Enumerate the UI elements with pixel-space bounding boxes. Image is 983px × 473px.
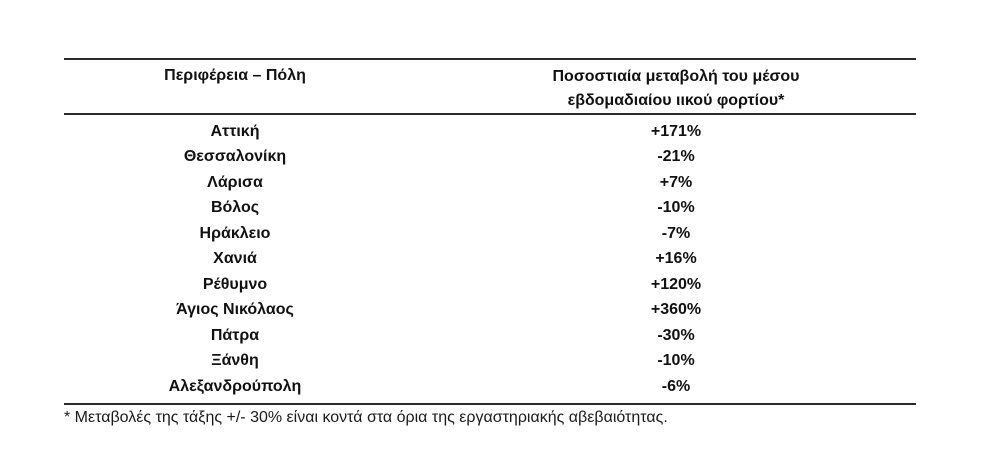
- table-row: [64, 247, 916, 273]
- region-cell: Θεσσαλονίκη: [183, 148, 287, 166]
- change-cell: -30%: [657, 326, 695, 344]
- region-cell: Άγιος Νικόλαος: [176, 301, 294, 319]
- change-cell: +120%: [650, 275, 702, 293]
- region-cell: Πάτρα: [210, 326, 260, 344]
- change-cell: -6%: [661, 377, 691, 395]
- data-table: [64, 58, 916, 405]
- region-cell: Ρέθυμνο: [202, 275, 268, 293]
- region-cell: Λάρισα: [207, 173, 263, 191]
- table-row: [64, 145, 916, 171]
- table-row: [64, 272, 916, 298]
- region-cell: Βόλος: [210, 199, 260, 217]
- table-row: [64, 221, 916, 247]
- change-cell: -10%: [657, 352, 695, 370]
- footnote: * Μεταβολές της τάξης +/- 30% είναι κοντά στα όρια της εργαστηριακής αβεβαιότητας.: [64, 409, 668, 426]
- table-row: [64, 196, 916, 222]
- change-cell: +16%: [655, 250, 697, 268]
- table-row: [64, 298, 916, 324]
- change-cell: +171%: [650, 122, 702, 140]
- table-body: [64, 115, 916, 403]
- header-region: Περιφέρεια – Πόλη: [164, 67, 306, 84]
- header-change-line1: Ποσοστιαία μεταβολή του μέσου: [552, 68, 800, 85]
- table-row: [64, 170, 916, 196]
- change-cell: +7%: [659, 173, 693, 191]
- change-cell: -10%: [657, 199, 695, 217]
- header-change-line2: εβδομαδιαίου ιικού φορτίου*: [567, 92, 785, 109]
- region-cell: Χανιά: [213, 250, 257, 268]
- table-row: [64, 349, 916, 375]
- table-row: [64, 323, 916, 349]
- region-cell: Αλεξανδρούπολη: [168, 377, 302, 395]
- region-cell: Ηράκλειο: [199, 224, 271, 242]
- header-change: [406, 60, 916, 113]
- change-cell: -21%: [657, 148, 695, 166]
- change-cell: +360%: [650, 301, 702, 319]
- change-cell: -7%: [661, 224, 691, 242]
- region-cell: Ξάνθη: [211, 352, 259, 370]
- region-cell: Αττική: [210, 122, 260, 140]
- table-row: [64, 119, 916, 145]
- table-row: [64, 374, 916, 400]
- table-header: [64, 60, 916, 113]
- bottom-rule: [64, 403, 916, 405]
